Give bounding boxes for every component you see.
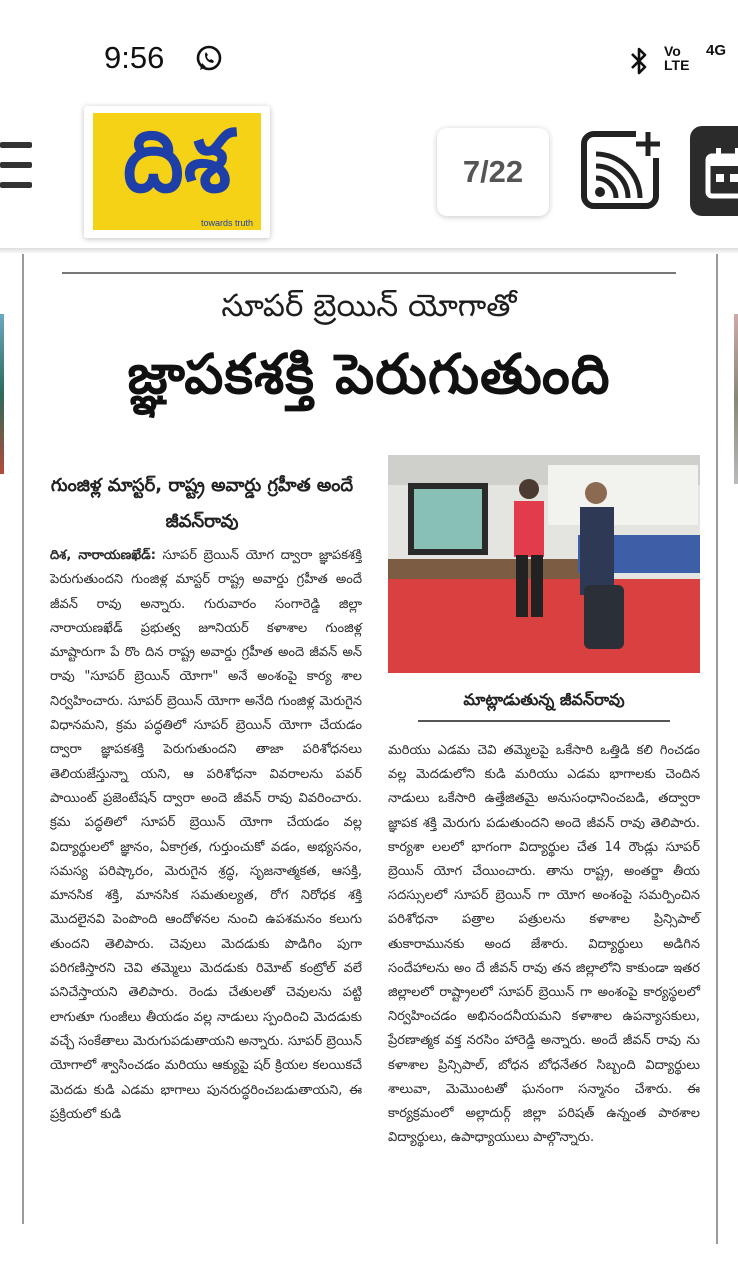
status-bar [0,0,738,100]
status-time: 9:56 [104,40,165,75]
menu-icon[interactable] [0,142,32,190]
article-headline: జ్ఞాపకశక్తి పెరుగుతుంది [127,342,611,406]
volte-indicator: Vo LTE [664,43,690,73]
prev-article-edge [0,314,4,474]
article-kicker: సూపర్ బ్రెయిన్ యోగాతో [221,288,517,324]
caption-rule [418,720,670,722]
logo-text: దిశ [122,113,232,212]
article-subhead: గుంజిళ్ల మాస్టర్, రాష్ట్ర అవార్డు గ్రహీత అందే జీవన్‌రావు [50,475,354,532]
top-rule [62,272,676,274]
right-column-rule [716,254,718,1244]
epaper-page[interactable] [0,254,738,1280]
rss-add-icon[interactable] [580,128,662,210]
whatsapp-icon [194,44,224,74]
logo-background [93,113,261,230]
photo-illustration [388,455,700,673]
app-bar [0,100,738,250]
article-photo[interactable] [388,455,700,673]
logo-tagline: towards truth [200,218,253,228]
calendar-button[interactable] [690,126,738,216]
network-indicator: 4G [706,42,727,59]
left-column-rule [22,254,24,1224]
page-indicator[interactable]: 7/22 [437,128,549,216]
calendar-icon [704,142,738,202]
photo-caption: మాట్లాడుతున్న జీవన్‌రావు [463,690,625,709]
bluetooth-icon [628,46,650,76]
next-article-edge [734,314,738,484]
newspaper-logo[interactable] [84,106,270,238]
article-dateline: దిశ, నారాయణఖేడ్: [50,548,156,563]
article-body-text-1: సూపర్ బ్రెయిన్ యోగ ద్వారా జ్ఞాపకశక్తి పెరుగుతుందని గుంజిళ్ల మాస్టర్ రాష్ట్ర అవార్డు గ్రహీత అందే జీవన్ రావు అన్నారు. గురువారం సంగారెడ్డి జిల్లా నారాయణఖేడ్ ప్రభుత్వ జూనియర్ కళాశాల గుంజిళ్ల మాష్టారుగా పే రొం దిన రాష్ట్ర అవార్డు గ్రహీత అందె జీవన్ అన్ రావు "సూపర్ బ్రెయిన్ యోగా" అనే అంశంపై కార్య శాల నిర్వహించారు. సూపర్ బ్రెయిన్ యోగా అనేది గుంజిళ్ల మెరుగైన విధానమని, క్రమ పద్ధతిలో సూపర్ బ్రెయిన్ యోగా చేయడం ద్వారా జ్ఞాపకశక్తి పెరుగుతుందని తాజా పరిశోధనలు తెలియజేస్తున్నా యని, ఆ పరిశోధనా వివరాలను పవర్ పాయింట్ ప్రజెంటేషన్ ద్వారా అందె జీవన్ రావు వివరించారు. క్రమ పద్ధతిలో సూపర్ బ్రెయిన్ యోగా చేయడం వల్ల విద్యార్థులలో జ్ఞానం, ఏకాగ్రత, గుర్తుంచుకో వడం, అభ్యసనం, సమస్య పరిష్కారం, మెరుగైన శ్రద్ధ, సృజనాత్మకత, ఆసక్తి, మానసిక శక్తి, మానసిక సమతుల్యత, రోగ నిరోధక శక్తి మొదలైనవి పెంపొంది ఆందోళనల నుంచి ఉపశమనం కలుగు తుందని తెలిపారు. చెవులు మెదడుకు పొడిగిం పుగా పరిగణిస్తారని చెవి తమ్మెలు మెదడుకు రిమోట్ కంట్రోల్ వలే పనిచేస్తాయని తెలిపారు. రెండు చేతులతో చెవులను పట్టి లాగుతూ గుంజీలు తీయడం వల్ల నాడులు స్పందించి మెదడుకు వచ్చే సంకేతాలు మెరుగుపడుతాయని అన్నారు. సూపర్ బ్రెయిన్ యోగాలో శ్వాసించడం మరియు ఆక్యుపై షర్ క్రియల కలయికచే మెదడు కుడి ఎడమ భాగాలు పునరుద్ధరించబడుతాయని, ఈ ప్రక్రియలో కుడి [50,548,362,1122]
article-body-column-2: మరియు ఎడమ చెవి తమ్మెలపై ఒకేసారి ఒత్తిడి కలి గించడం వల్ల మెదడులోని కుడి మరియు ఎడమ భాగాలకు చెందిన నాడులు ఒకేసారి ఉత్తేజితమై అనుసంధానించబడి, తద్వారా జ్ఞాపక శక్తి మెరుగు పడుతుందని అందె జీవన్ రావు తెలిపారు. కార్యశా లలలో భాగంగా విద్యార్థుల చేత 14 రౌండ్లు సూపర్ బ్రెయిన్ యోగ చేయించారు. తాను రాష్ట్ర, అంతర్జా తీయ సదస్సులలో సూపర్ బ్రెయిన్ గా యోగ అంశంపై సమర్పించిన పరిశోధనా పత్రాల పత్రులను కళాశాల ప్రిన్సిపాల్ తుకారామునకు అంద జేశారు. విద్యార్థులు అడిగిన సందేహాలను అం దే జీవన్ రావు తన జిల్లాలోని కాకుండా ఇతర జిల్లాలలో రాష్ట్రాలలో సూపర్ బ్రెయిన్ గా అంశంపై కార్యస్థలలో నిర్వహించడం అభినందనీయమని కళాశాల ఉపన్యాసకులు, ప్రేరణాత్మక వక్త నరసిం హారెడ్డి అన్నారు. అందే జీవన్ రావు ను కళాశాల ప్రిన్సిపాల్, బోధన బోధనేతర సిబ్బంది విద్యార్థులు శాలువా, మెమొంటతో ఘనంగా సన్మానం చేశారు. ఈ కార్యక్రమంలో అల్లాదుర్గ్ జిల్లా పరిషత్ ఉన్నంత పాఠశాల విద్యార్థులు, ఉపాధ్యాయులు పాల్గొన్నారు. [388,743,700,1146]
article-body-column-1 [50,544,362,1127]
